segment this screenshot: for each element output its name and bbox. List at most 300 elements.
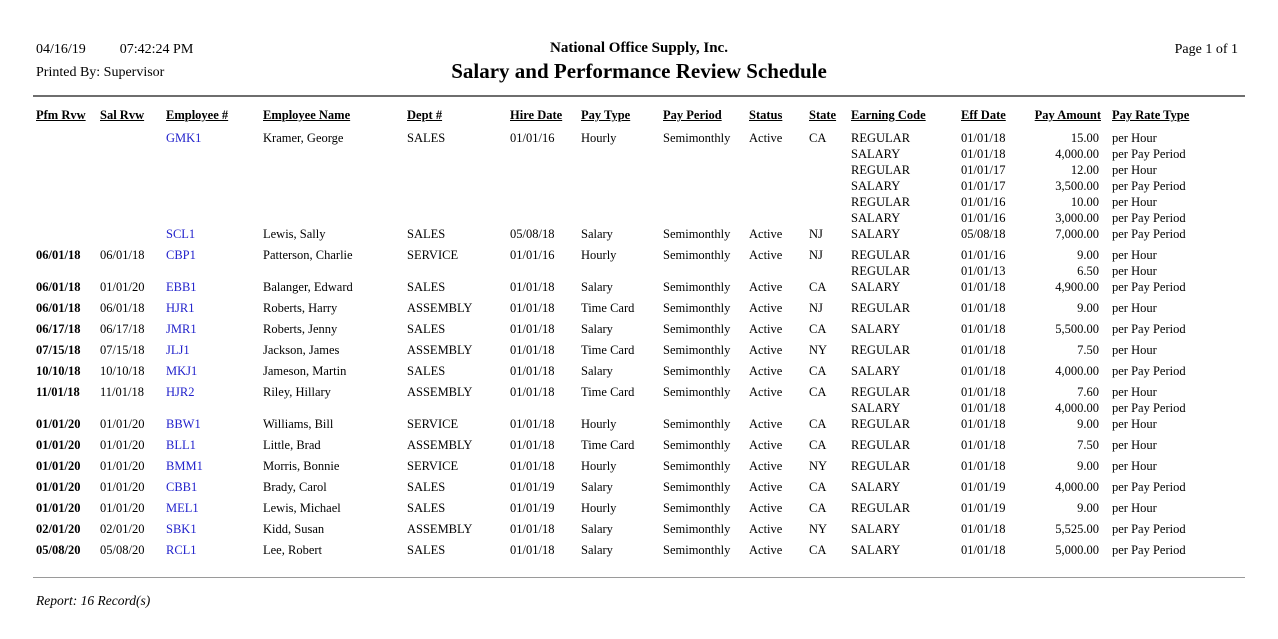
cell-pfm-rvw: 06/01/18: [36, 280, 81, 294]
cell-pay-rate-type: per Pay Period: [1112, 280, 1186, 294]
cell-employee-name: Riley, Hillary: [263, 385, 331, 399]
report-table-body: [33, 130, 1245, 563]
cell-pfm-rvw: 06/17/18: [36, 322, 81, 336]
table-row: [33, 384, 1245, 400]
cell-pay-rate-type: per Pay Period: [1112, 147, 1186, 161]
cell-dept: ASSEMBLY: [407, 301, 473, 315]
cell-state: CA: [809, 438, 827, 452]
cell-pay-amount: 9.00: [1077, 501, 1099, 515]
cell-employee-id: [163, 247, 260, 263]
cell-dept: ASSEMBLY: [407, 343, 473, 357]
cell-pay-rate-type: per Pay Period: [1112, 522, 1186, 536]
cell-status: Active: [749, 522, 783, 536]
cell-pay-rate-type: per Hour: [1112, 417, 1157, 431]
cell-pay-amount: 5,500.00: [1055, 322, 1099, 336]
cell-pfm-rvw: 06/01/18: [36, 248, 81, 262]
cell-status: Active: [749, 501, 783, 515]
col-header-state: State: [809, 108, 837, 122]
cell-status: Active: [749, 131, 783, 145]
cell-pay-type: [578, 194, 660, 210]
table-header-row: [33, 108, 1245, 130]
print-date: 04/16/19: [36, 42, 86, 57]
cell-pfm-rvw: 01/01/20: [36, 417, 81, 431]
cell-eff-date: 01/01/18: [961, 438, 1006, 452]
cell-earning-code: REGULAR: [851, 417, 911, 431]
cell-status: Active: [749, 438, 783, 452]
report-table: [33, 108, 1245, 563]
cell-pay-period: [660, 263, 746, 279]
cell-sal-rvw: [97, 130, 163, 146]
employee-id-link[interactable]: EBB1: [166, 280, 197, 294]
cell-employee-name: Patterson, Charlie: [263, 248, 353, 262]
cell-status: [746, 162, 806, 178]
report-title: Salary and Performance Review Schedule: [451, 59, 827, 83]
cell-employee-id: [163, 521, 260, 542]
cell-sal-rvw: 01/01/20: [100, 438, 145, 452]
cell-pay-amount: 9.00: [1077, 301, 1099, 315]
col-header-pay-rate-type: Pay Rate Type: [1112, 108, 1190, 122]
cell-hire-date: 01/01/19: [510, 501, 555, 515]
cell-eff-date: 01/01/18: [961, 543, 1006, 557]
cell-eff-date: 01/01/18: [961, 343, 1006, 357]
employee-id-link[interactable]: CBP1: [166, 248, 196, 262]
cell-pay-period: [660, 210, 746, 226]
table-row: [33, 226, 1245, 247]
cell-pay-period: [660, 400, 746, 416]
cell-earning-code: REGULAR: [851, 501, 911, 515]
table-row: [33, 162, 1245, 178]
table-row: [33, 363, 1245, 384]
cell-pay-amount: 7.60: [1077, 385, 1099, 399]
cell-pay-type: Hourly: [581, 459, 617, 473]
cell-earning-code: SALARY: [851, 280, 901, 294]
print-time: 07:42:24 PM: [119, 42, 194, 57]
cell-sal-rvw: 01/01/20: [100, 459, 145, 473]
cell-pay-rate-type: per Pay Period: [1112, 543, 1186, 557]
cell-pay-type: Salary: [581, 522, 613, 536]
employee-id-link[interactable]: JLJ1: [166, 343, 190, 357]
cell-state: NY: [809, 459, 828, 473]
cell-hire-date: 01/01/18: [510, 438, 555, 452]
cell-hire-date: 01/01/18: [510, 385, 555, 399]
cell-eff-date: 01/01/19: [961, 480, 1006, 494]
employee-id-link[interactable]: MKJ1: [166, 364, 198, 378]
cell-eff-date: 01/01/16: [961, 211, 1006, 225]
cell-pay-rate-type: per Pay Period: [1112, 322, 1186, 336]
cell-status: Active: [749, 459, 783, 473]
cell-hire-date: 01/01/18: [510, 280, 555, 294]
cell-employee-id: [163, 146, 260, 162]
employee-id-link[interactable]: BMM1: [166, 459, 203, 473]
cell-employee-id: [163, 300, 260, 321]
cell-state: [806, 162, 848, 178]
table-row: [33, 146, 1245, 162]
cell-pfm-rvw: 01/01/20: [36, 480, 81, 494]
cell-employee-name: [260, 146, 404, 162]
cell-dept: [404, 146, 507, 162]
cell-state: CA: [809, 322, 827, 336]
cell-pay-period: Semimonthly: [663, 131, 731, 145]
cell-state: [806, 146, 848, 162]
col-header-pfm-rvw: Pfm Rvw: [36, 108, 86, 122]
cell-employee-name: Jameson, Martin: [263, 364, 347, 378]
cell-dept: SALES: [407, 227, 446, 241]
cell-sal-rvw: 06/01/18: [100, 301, 145, 315]
record-count: Report: 16 Record(s): [36, 593, 151, 608]
cell-dept: SALES: [407, 501, 446, 515]
table-row: [33, 130, 1245, 146]
cell-employee-name: Kidd, Susan: [263, 522, 325, 536]
cell-status: Active: [749, 322, 783, 336]
table-row: [33, 263, 1245, 279]
cell-sal-rvw: 05/08/20: [100, 543, 145, 557]
cell-employee-name: Lewis, Michael: [263, 501, 341, 515]
cell-employee-id: [163, 279, 260, 300]
cell-dept: SALES: [407, 131, 446, 145]
cell-dept: SERVICE: [407, 248, 459, 262]
employee-id-link[interactable]: BBW1: [166, 417, 201, 431]
cell-sal-rvw: [97, 226, 163, 247]
cell-pay-period: Semimonthly: [663, 438, 731, 452]
cell-eff-date: 01/01/18: [961, 385, 1006, 399]
printed-by: Printed By: Supervisor: [36, 65, 165, 80]
cell-pay-amount: 6.50: [1077, 264, 1099, 278]
cell-earning-code: REGULAR: [851, 385, 911, 399]
cell-dept: ASSEMBLY: [407, 522, 473, 536]
cell-sal-rvw: [97, 263, 163, 279]
cell-pay-rate-type: per Pay Period: [1112, 364, 1186, 378]
cell-dept: [404, 400, 507, 416]
cell-dept: SALES: [407, 322, 446, 336]
col-header-sal-rvw: Sal Rvw: [100, 108, 145, 122]
report-header: [0, 40, 1278, 96]
cell-state: NJ: [809, 248, 823, 262]
cell-pay-period: Semimonthly: [663, 417, 731, 431]
cell-pay-period: Semimonthly: [663, 343, 731, 357]
cell-pay-amount: 15.00: [1070, 131, 1099, 145]
cell-pfm-rvw: 10/10/18: [36, 364, 81, 378]
cell-pay-type: Salary: [581, 543, 613, 557]
cell-employee-name: Brady, Carol: [263, 480, 327, 494]
table-row: [33, 521, 1245, 542]
cell-earning-code: SALARY: [851, 364, 901, 378]
cell-pay-type: [578, 146, 660, 162]
cell-pay-amount: 3,500.00: [1055, 179, 1099, 193]
cell-status: Active: [749, 364, 783, 378]
cell-status: Active: [749, 227, 783, 241]
cell-pay-type: Time Card: [581, 301, 635, 315]
cell-sal-rvw: 01/01/20: [100, 501, 145, 515]
cell-employee-id: [163, 194, 260, 210]
cell-earning-code: SALARY: [851, 543, 901, 557]
cell-pay-rate-type: per Pay Period: [1112, 179, 1186, 193]
cell-pay-period: Semimonthly: [663, 385, 731, 399]
cell-pay-type: Salary: [581, 480, 613, 494]
company-name: National Office Supply, Inc.: [550, 40, 728, 56]
cell-state: CA: [809, 385, 827, 399]
cell-employee-name: Little, Brad: [263, 438, 321, 452]
cell-eff-date: 01/01/18: [961, 417, 1006, 431]
cell-sal-rvw: [97, 194, 163, 210]
cell-pay-period: [660, 194, 746, 210]
cell-employee-id: [163, 416, 260, 437]
cell-sal-rvw: 11/01/18: [100, 385, 144, 399]
col-header-pay-period: Pay Period: [663, 108, 722, 122]
cell-pay-rate-type: per Hour: [1112, 301, 1157, 315]
cell-pay-type: Salary: [581, 364, 613, 378]
table-row: [33, 542, 1245, 563]
cell-earning-code: REGULAR: [851, 131, 911, 145]
table-row: [33, 437, 1245, 458]
cell-dept: SALES: [407, 364, 446, 378]
cell-eff-date: 01/01/18: [961, 364, 1006, 378]
employee-id-link[interactable]: SBK1: [166, 522, 197, 536]
cell-pay-period: Semimonthly: [663, 301, 731, 315]
cell-pay-period: Semimonthly: [663, 280, 731, 294]
cell-employee-name: Lee, Robert: [263, 543, 323, 557]
cell-employee-id: [163, 321, 260, 342]
cell-pay-period: [660, 178, 746, 194]
cell-sal-rvw: 06/01/18: [100, 248, 145, 262]
cell-state: CA: [809, 131, 827, 145]
cell-pfm-rvw: [33, 146, 97, 162]
cell-employee-name: Balanger, Edward: [263, 280, 353, 294]
cell-pay-amount: 7,000.00: [1055, 227, 1099, 241]
cell-employee-name: Jackson, James: [263, 343, 340, 357]
employee-id-link[interactable]: MEL1: [166, 501, 199, 515]
cell-pay-amount: 5,525.00: [1055, 522, 1099, 536]
cell-status: Active: [749, 480, 783, 494]
cell-pay-period: Semimonthly: [663, 248, 731, 262]
cell-sal-rvw: [97, 178, 163, 194]
cell-pay-amount: 9.00: [1077, 417, 1099, 431]
cell-pay-amount: 4,000.00: [1055, 401, 1099, 415]
cell-pay-type: Time Card: [581, 343, 635, 357]
cell-employee-id: [163, 500, 260, 521]
employee-id-link[interactable]: CBB1: [166, 480, 198, 494]
cell-sal-rvw: 02/01/20: [100, 522, 145, 536]
cell-sal-rvw: 01/01/20: [100, 417, 145, 431]
cell-hire-date: [507, 400, 578, 416]
cell-earning-code: REGULAR: [851, 301, 911, 315]
cell-pfm-rvw: 01/01/20: [36, 459, 81, 473]
cell-dept: SALES: [407, 480, 446, 494]
table-row: [33, 479, 1245, 500]
cell-employee-name: Roberts, Harry: [263, 301, 338, 315]
cell-employee-name: [260, 263, 404, 279]
cell-pay-amount: 12.00: [1070, 163, 1099, 177]
col-header-employee-name: Employee Name: [263, 108, 351, 122]
cell-sal-rvw: 01/01/20: [100, 480, 145, 494]
cell-pay-period: Semimonthly: [663, 364, 731, 378]
cell-pay-type: Time Card: [581, 438, 635, 452]
cell-hire-date: 01/01/18: [510, 301, 555, 315]
cell-status: [746, 178, 806, 194]
cell-pay-type: [578, 400, 660, 416]
cell-employee-id: [163, 458, 260, 479]
cell-hire-date: 05/08/18: [510, 227, 555, 241]
cell-state: [806, 194, 848, 210]
cell-pfm-rvw: [33, 194, 97, 210]
cell-pay-amount: 5,000.00: [1055, 543, 1099, 557]
cell-status: Active: [749, 343, 783, 357]
cell-pay-type: Hourly: [581, 501, 617, 515]
cell-hire-date: 01/01/18: [510, 417, 555, 431]
col-header-eff-date: Eff Date: [961, 108, 1006, 122]
cell-state: CA: [809, 417, 827, 431]
cell-pfm-rvw: [33, 400, 97, 416]
cell-pfm-rvw: 11/01/18: [36, 385, 80, 399]
cell-employee-id: [163, 542, 260, 563]
cell-pfm-rvw: 06/01/18: [36, 301, 81, 315]
cell-eff-date: 01/01/18: [961, 131, 1006, 145]
cell-pay-rate-type: per Hour: [1112, 501, 1157, 515]
cell-dept: [404, 162, 507, 178]
cell-dept: [404, 194, 507, 210]
cell-dept: ASSEMBLY: [407, 385, 473, 399]
table-row: [33, 500, 1245, 521]
cell-eff-date: 01/01/18: [961, 147, 1006, 161]
cell-pfm-rvw: 07/15/18: [36, 343, 81, 357]
employee-id-link[interactable]: SCL1: [166, 227, 196, 241]
cell-status: [746, 146, 806, 162]
cell-dept: ASSEMBLY: [407, 438, 473, 452]
cell-pay-period: Semimonthly: [663, 501, 731, 515]
cell-pay-amount: 4,000.00: [1055, 147, 1099, 161]
cell-pay-period: Semimonthly: [663, 227, 731, 241]
cell-pay-amount: 7.50: [1077, 343, 1099, 357]
cell-state: NY: [809, 522, 828, 536]
header-center: [0, 40, 1278, 84]
cell-employee-id: [163, 263, 260, 279]
cell-status: [746, 194, 806, 210]
cell-pay-type: [578, 162, 660, 178]
cell-pfm-rvw: 02/01/20: [36, 522, 81, 536]
cell-sal-rvw: 01/01/20: [100, 280, 145, 294]
cell-state: NJ: [809, 301, 823, 315]
cell-employee-id: [163, 210, 260, 226]
cell-hire-date: 01/01/18: [510, 322, 555, 336]
cell-hire-date: 01/01/16: [510, 131, 555, 145]
employee-id-link[interactable]: HJR2: [166, 385, 195, 399]
employee-id-link[interactable]: JMR1: [166, 322, 197, 336]
cell-employee-id: [163, 400, 260, 416]
table-row: [33, 178, 1245, 194]
cell-pfm-rvw: 01/01/20: [36, 501, 81, 515]
table-row: [33, 194, 1245, 210]
cell-hire-date: [507, 210, 578, 226]
cell-earning-code: REGULAR: [851, 343, 911, 357]
cell-state: CA: [809, 543, 827, 557]
cell-pay-rate-type: per Hour: [1112, 385, 1157, 399]
cell-earning-code: SALARY: [851, 322, 901, 336]
cell-sal-rvw: 07/15/18: [100, 343, 145, 357]
cell-sal-rvw: [97, 146, 163, 162]
cell-hire-date: 01/01/18: [510, 459, 555, 473]
cell-sal-rvw: 10/10/18: [100, 364, 145, 378]
cell-pay-rate-type: per Hour: [1112, 195, 1157, 209]
cell-status: Active: [749, 248, 783, 262]
cell-pay-amount: 4,900.00: [1055, 280, 1099, 294]
cell-employee-name: Kramer, George: [263, 131, 344, 145]
cell-sal-rvw: [97, 210, 163, 226]
cell-earning-code: REGULAR: [851, 459, 911, 473]
cell-pay-amount: 7.50: [1077, 438, 1099, 452]
cell-pay-rate-type: per Hour: [1112, 438, 1157, 452]
cell-state: [806, 263, 848, 279]
cell-hire-date: 01/01/16: [510, 248, 555, 262]
cell-pay-type: Salary: [581, 280, 613, 294]
cell-eff-date: 01/01/18: [961, 301, 1006, 315]
col-header-dept: Dept #: [407, 108, 443, 122]
cell-pfm-rvw: [33, 178, 97, 194]
cell-pay-period: Semimonthly: [663, 459, 731, 473]
table-row: [33, 342, 1245, 363]
cell-pay-type: Hourly: [581, 131, 617, 145]
cell-hire-date: [507, 194, 578, 210]
cell-employee-id: [163, 162, 260, 178]
cell-pfm-rvw: [33, 226, 97, 247]
cell-employee-name: [260, 194, 404, 210]
cell-dept: SERVICE: [407, 417, 459, 431]
cell-employee-id: [163, 479, 260, 500]
header-rule: [33, 95, 1245, 97]
cell-eff-date: 01/01/13: [961, 264, 1006, 278]
cell-earning-code: REGULAR: [851, 163, 911, 177]
cell-eff-date: 01/01/18: [961, 280, 1006, 294]
cell-dept: [404, 178, 507, 194]
col-header-status: Status: [749, 108, 783, 122]
cell-earning-code: REGULAR: [851, 438, 911, 452]
cell-earning-code: REGULAR: [851, 264, 911, 278]
cell-hire-date: [507, 178, 578, 194]
col-header-hire-date: Hire Date: [510, 108, 563, 122]
cell-dept: [404, 210, 507, 226]
cell-pay-period: Semimonthly: [663, 322, 731, 336]
cell-pay-type: Time Card: [581, 385, 635, 399]
employee-id-link[interactable]: BLL1: [166, 438, 196, 452]
cell-employee-id: [163, 130, 260, 146]
cell-employee-id: [163, 342, 260, 363]
cell-pay-period: [660, 146, 746, 162]
cell-earning-code: SALARY: [851, 179, 901, 193]
cell-state: NY: [809, 343, 828, 357]
cell-pay-amount: 9.00: [1077, 459, 1099, 473]
cell-pay-amount: 3,000.00: [1055, 211, 1099, 225]
cell-dept: SALES: [407, 543, 446, 557]
employee-id-link[interactable]: RCL1: [166, 543, 197, 557]
employee-id-link[interactable]: GMK1: [166, 131, 202, 145]
cell-pay-amount: 10.00: [1070, 195, 1099, 209]
cell-pfm-rvw: 05/08/20: [36, 543, 81, 557]
col-header-earning-code: Earning Code: [851, 108, 926, 122]
table-row: [33, 210, 1245, 226]
cell-employee-name: [260, 400, 404, 416]
cell-state: CA: [809, 364, 827, 378]
cell-pfm-rvw: 01/01/20: [36, 438, 81, 452]
cell-state: [806, 400, 848, 416]
cell-pay-rate-type: per Pay Period: [1112, 401, 1186, 415]
employee-id-link[interactable]: HJR1: [166, 301, 195, 315]
cell-employee-name: [260, 178, 404, 194]
col-header-pay-type: Pay Type: [581, 108, 631, 122]
cell-pay-rate-type: per Hour: [1112, 264, 1157, 278]
cell-eff-date: 01/01/16: [961, 195, 1006, 209]
cell-pay-rate-type: per Pay Period: [1112, 211, 1186, 225]
table-row: [33, 300, 1245, 321]
cell-pay-amount: 9.00: [1077, 248, 1099, 262]
cell-pay-rate-type: per Pay Period: [1112, 480, 1186, 494]
